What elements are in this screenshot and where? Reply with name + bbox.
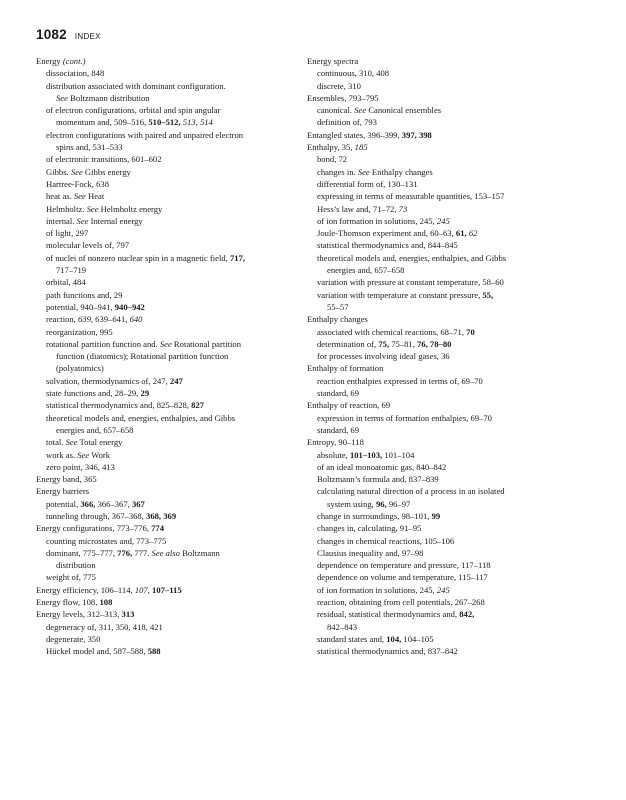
section-label: INDEX [74,32,101,41]
index-subentry: counting microstates and, 773–775 [46,535,167,546]
index-subentry: dominant, 775–777, 776, 777. See also Boltzmann [46,547,220,558]
index-entry-continuation: energies and, 657–658 [56,424,134,435]
index-entry-continuation: energies and, 657–658 [327,265,405,276]
index-subentry: dissociation, 848 [46,68,105,79]
index-main-entry: Energy efficiency, 106–114, 107, 107–115 [36,584,182,595]
index-subentry: continuous, 310, 408 [317,68,390,79]
index-column-right [307,55,587,658]
index-subentry: reaction, obtaining from cell potentials, 267–268 [317,597,485,608]
index-subentry: residual, statistical thermodynamics and, 842, [317,609,475,620]
index-subentry: total. See Total energy [46,437,123,448]
index-subentry: variation with pressure at constant temperature, 58–60 [317,277,504,288]
index-entry-continuation: distribution [56,560,96,571]
index-subentry: work as. See Work [46,449,111,460]
index-subentry: canonical. See Canonical ensembles [317,105,442,116]
index-subentry: of ion formation in solutions, 245, 245 [317,584,450,595]
index-main-entry: Enthalpy changes [307,314,368,325]
index-subentry: definition of, 793 [317,117,377,128]
index-subentry: weight of, 775 [46,572,96,583]
index-subentry: of ion formation in solutions, 245, 245 [317,215,450,226]
index-subentry: bond, 72 [317,154,348,165]
index-main-entry: Enthalpy of reaction, 69 [307,400,391,411]
index-subentry: statistical thermodynamics and, 844–845 [317,240,458,251]
index-subentry: statistical thermodynamics and, 837–842 [317,646,458,657]
index-subentry: reaction enthalpies expressed in terms of, 69–70 [317,375,483,386]
index-main-entry: Entropy, 90–118 [307,437,364,448]
index-column-left [36,55,298,658]
index-main-entry: Energy flow, 108, 108 [36,597,113,608]
index-subentry: path functions and, 29 [46,289,123,300]
index-entry-continuation: function (diatomics); Rotational partition function [56,351,229,362]
index-subentry: changes in. See Enthalpy changes [317,166,433,177]
index-subentry: reaction, 639, 639–641, 640 [46,314,143,325]
index-subentry: orbital, 484 [46,277,86,288]
index-main-entry: Energy band, 365 [36,474,97,485]
index-subentry: theoretical models and, energies, enthalpies, and Gibbs [46,412,236,423]
index-subentry: calculating natural direction of a process in an isolated [317,486,505,497]
index-subentry: solvation, thermodynamics of, 247, 247 [46,375,183,386]
index-subentry: Joule-Thomson experiment and, 60–63, 61, 62 [317,228,478,239]
index-subentry: Gibbs. See Gibbs energy [46,166,131,177]
index-entry-continuation: (polyatomics) [56,363,104,374]
index-subentry: Helmholtz. See Helmholtz energy [46,203,163,214]
index-subentry: of electron configurations, orbital and spin angular [46,105,221,116]
page-header [36,27,101,42]
index-subentry: dependence on temperature and pressure, 117–118 [317,560,491,571]
index-subentry: degeneracy of, 311, 350, 418, 421 [46,621,163,632]
index-subentry: of light, 297 [46,228,89,239]
index-subentry: Hückel model and, 587–588, 588 [46,646,161,657]
index-subentry: electron configurations with paired and unpaired electron [46,129,244,140]
index-subentry: changes in chemical reactions, 105–106 [317,535,455,546]
index-subentry: Boltzmann’s formula and, 837–839 [317,474,439,485]
index-main-entry: Energy configurations, 773–776, 774 [36,523,165,534]
index-subentry: potential, 940–941, 940–942 [46,301,145,312]
index-subentry: for processes involving ideal gases, 36 [317,351,450,362]
index-subentry: statistical thermodynamics and, 825–828, 827 [46,400,205,411]
index-main-entry: Energy barriers [36,486,90,497]
index-subentry: Hartree-Fock, 638 [46,178,109,189]
index-subentry: standard, 69 [317,388,360,399]
index-subentry: differential form of, 130–131 [317,178,418,189]
index-subentry: internal. See Internal energy [46,215,143,226]
index-subentry: distribution associated with dominant configuration. [46,80,226,91]
index-main-entry: Energy (cont.) [36,56,86,66]
index-entry-continuation: See Boltzmann distribution [56,92,150,103]
index-subentry: Clausius inequality and, 97–98 [317,547,424,558]
index-subentry: rotational partition function and. See Rotational partition [46,338,241,349]
index-main-entry: Energy levels, 312–313, 313 [36,609,135,620]
index-subentry: degenerate, 350 [46,633,101,644]
index-subentry: expressing in terms of measurable quantities, 153–157 [317,191,505,202]
index-subentry: variation with temperature at constant pressure, 55, [317,289,494,300]
index-subentry: determination of, 75, 75–81, 76, 78–80 [317,338,452,349]
index-subentry: dependence on volume and temperature, 115–117 [317,572,488,583]
index-main-entry: Entangled states, 396–399, 397, 398 [307,129,432,140]
index-subentry: molecular levels of, 797 [46,240,130,251]
index-subentry: change in surroundings, 98–101, 99 [317,510,441,521]
index-main-entry: Energy spectra [307,56,359,66]
index-subentry: absolute, 101–103, 101–104 [317,449,415,460]
index-subentry: tunneling through, 367–368, 368, 369 [46,510,177,521]
index-entry-continuation: momentum and, 509–516, 510–512, 513, 514 [56,117,213,128]
page-number: 1082 [36,27,67,42]
index-subentry: state functions and, 28–29, 29 [46,388,150,399]
index-subentry: expression in terms of formation enthalpies, 69–70 [317,412,492,423]
index-subentry: of nuclei of nonzero nuclear spin in a magnetic field, 717, [46,252,246,263]
index-entry-continuation: 55–57 [327,301,349,312]
index-entry-continuation: 717–719 [56,265,87,276]
index-main-entry: Ensembles, 793–795 [307,92,379,103]
index-subentry: reorganization, 995 [46,326,113,337]
index-subentry: changes in, calculating, 91–95 [317,523,422,534]
index-entry-continuation: spins and, 531–533 [56,142,123,153]
index-subentry: associated with chemical reactions, 68–71, 70 [317,326,475,337]
index-subentry: of electronic transitions, 601–602 [46,154,162,165]
index-subentry: theoretical models and, energies, enthalpies, and Gibbs [317,252,507,263]
index-main-entry: Enthalpy of formation [307,363,384,374]
index-subentry: discrete, 310 [317,80,361,91]
index-subentry: potential, 366, 366–367, 367 [46,498,145,509]
index-subentry: of an ideal monoatomic gas, 840–842 [317,461,447,472]
index-entry-continuation: 842–843 [327,621,358,632]
index-subentry: heat as. See Heat [46,191,105,202]
index-subentry: zero point, 346, 413 [46,461,115,472]
index-subentry: Hess’s law and, 71–72, 73 [317,203,408,214]
index-subentry: standard states and, 104, 104–105 [317,633,434,644]
index-subentry: standard, 69 [317,424,360,435]
index-entry-continuation: system using, 96, 96–97 [327,498,411,509]
index-main-entry: Enthalpy, 35, 185 [307,142,368,153]
